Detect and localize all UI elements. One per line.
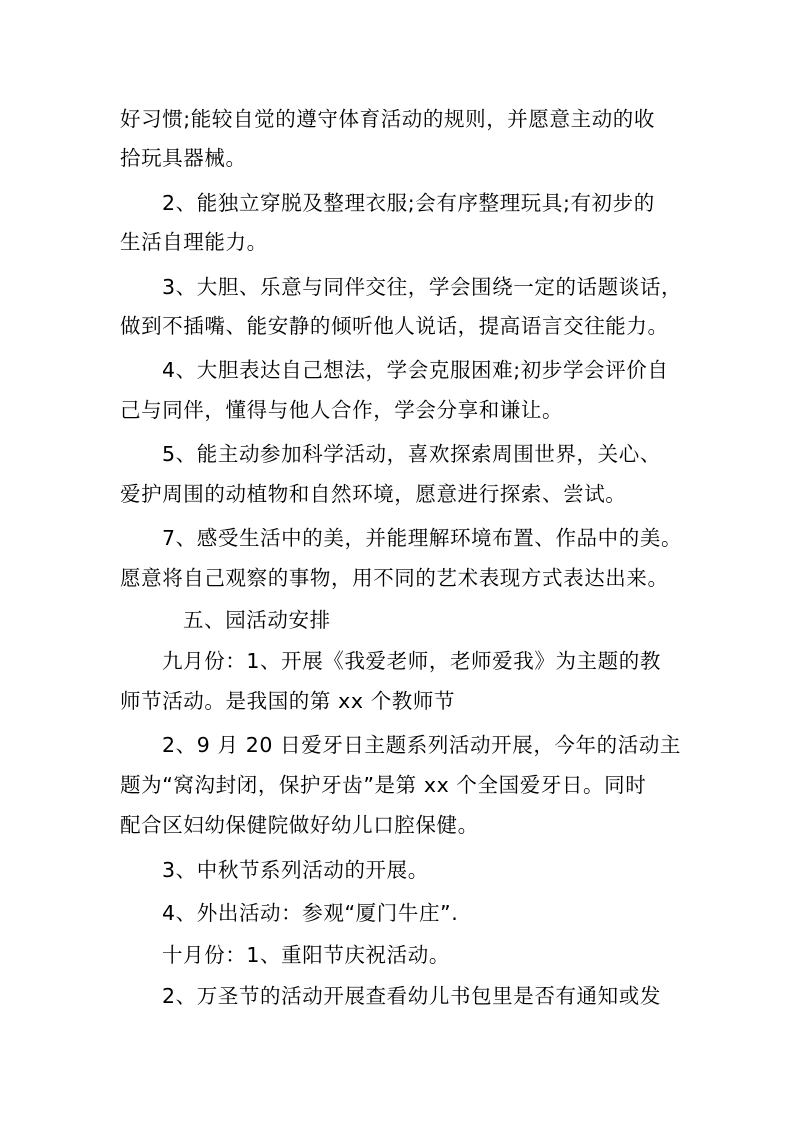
text-line: 7、感受生活中的美，并能理解环境布置、作品中的美。 [162,526,683,550]
text-line: 愿意将自己观察的事物，用不同的艺术表现方式表达出来。 [120,566,669,590]
text-line: 5、能主动参加科学活动，喜欢探索周围世界，关心、 [162,442,661,466]
text-line: 爱护周围的动植物和自然环境，愿意进行探索、尝试。 [120,482,627,506]
text-line: 配合区妇幼保健院做好幼儿口腔保健。 [120,813,479,837]
text-line: 2、9 月 20 日爱牙日主题系列活动开展，今年的活动主 [162,733,682,757]
text-line: 3、大胆、乐意与同伴交往，学会围绕一定的话题谈话， [162,275,683,299]
text-line: 十月份：1、重阳节庆祝活动。 [162,943,450,967]
text-line: 2、能独立穿脱及整理衣服;会有序整理玩具;有初步的 [162,191,655,215]
text-line: 2、万圣节的活动开展查看幼儿书包里是否有通知或发 [162,984,661,1008]
text-line: 师节活动。是我国的第 xx 个教师节 [120,689,456,713]
text-line: 4、外出活动：参观“厦门牛庄”. [162,901,459,925]
text-line: 做到不插嘴、能安静的倾听他人说话，提高语言交往能力。 [120,314,669,338]
text-line: 九月份：1、开展《我爱老师，老师爱我》为主题的教 [162,649,661,673]
text-line: 拾玩具器械。 [120,146,247,170]
text-line: 4、大胆表达自己想法，学会克服困难;初步学会评价自 [162,358,669,382]
text-line: 3、中秋节系列活动的开展。 [162,858,429,882]
text-line: 生活自理能力。 [120,230,268,254]
section-heading: 五、园活动安排 [183,608,331,632]
text-line: 好习惯;能较自觉的遵守体育活动的规则，并愿意主动的收 [120,107,656,131]
text-line: 己与同伴，懂得与他人合作，学会分享和谦让。 [120,398,564,422]
text-line: 题为“窝沟封闭，保护牙齿”是第 xx 个全国爱牙日。同时 [120,773,647,797]
